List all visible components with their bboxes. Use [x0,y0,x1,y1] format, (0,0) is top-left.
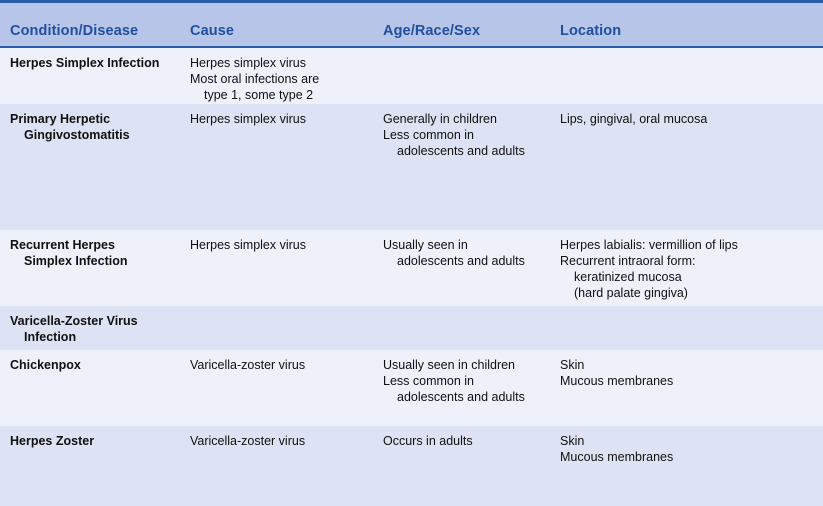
location-line: Skin [560,358,585,372]
age-line: adolescents and adults [397,390,525,404]
cause-line: Herpes simplex virus [190,112,307,126]
header-age-race-sex: Age/Race/Sex [383,23,481,39]
location-cell [560,357,673,389]
condition-line: Herpes Zoster [10,434,95,448]
location-line: Recurrent intraoral form: [560,254,696,268]
location-cell [560,237,738,301]
location-line: Mucous membranes [560,374,674,388]
table-row [0,306,823,350]
location-line: Lips, gingival, oral mucosa [560,112,708,126]
age-line: Less common in [383,374,475,388]
age-line: Generally in children [383,112,497,126]
header-location: Location [560,23,622,39]
table-row [0,104,823,230]
header-cause: Cause [190,23,235,39]
location-line: Skin [560,434,585,448]
location-line: keratinized mucosa [574,270,682,284]
condition-line: Chickenpox [10,358,81,372]
cause-line: Herpes simplex virus [190,56,307,70]
table-row [0,426,823,506]
cause-cell [190,237,306,253]
cause-cell [190,111,306,127]
age-line: Less common in [383,128,475,142]
condition-line: Primary Herpetic [10,112,111,126]
cause-cell [190,55,319,103]
table-row [0,48,823,104]
age-cell [383,237,525,269]
table-row [0,350,823,426]
table-header [0,3,823,48]
condition-cell [10,55,159,71]
condition-cell [10,433,94,449]
cause-line: Most oral infections are [190,72,320,86]
condition-cell [10,237,128,269]
condition-line: Varicella-Zoster Virus [10,314,138,328]
age-line: adolescents and adults [397,254,525,268]
condition-line: Herpes Simplex Infection [10,56,160,70]
age-line: Usually seen in [383,238,468,252]
condition-line: Recurrent Herpes [10,238,115,252]
condition-line: Gingivostomatitis [24,128,130,142]
cause-line: type 1, some type 2 [204,88,314,102]
location-cell [560,433,673,465]
age-line: Usually seen in children [383,358,516,372]
header-condition: Condition/Disease [10,23,139,39]
age-line: Occurs in adults [383,434,473,448]
cause-cell [190,357,305,373]
location-line: (hard palate gingiva) [574,286,688,300]
age-cell [383,357,525,405]
cause-cell [190,433,305,449]
location-line: Mucous membranes [560,450,674,464]
location-cell [560,111,707,127]
age-cell [383,111,525,159]
condition-cell [10,313,138,345]
cause-line: Varicella-zoster virus [190,434,306,448]
age-cell [383,433,473,449]
condition-line: Simplex Infection [24,254,128,268]
location-line: Herpes labialis: vermillion of lips [560,238,738,252]
condition-cell [10,111,130,143]
cause-line: Herpes simplex virus [190,238,307,252]
condition-line: Infection [24,330,77,344]
age-line: adolescents and adults [397,144,525,158]
cause-line: Varicella-zoster virus [190,358,306,372]
table-row [0,230,823,306]
condition-cell [10,357,81,373]
